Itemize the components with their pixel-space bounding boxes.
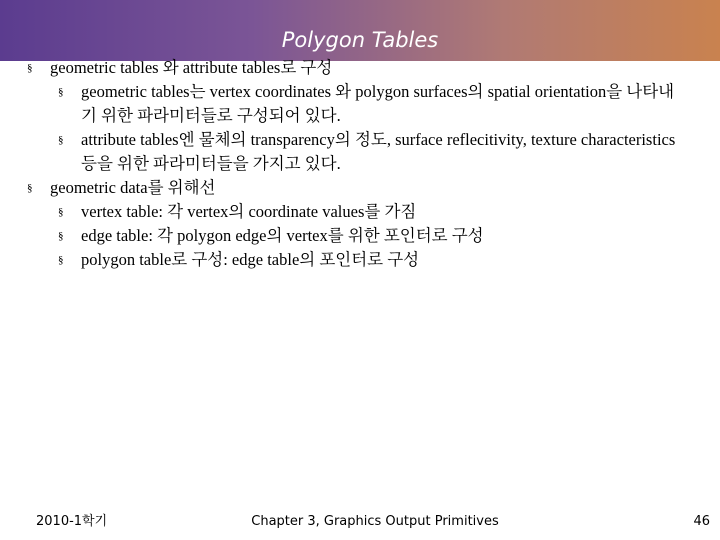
footer-semester: 2010-1학기 xyxy=(36,514,108,529)
bullet-icon: § xyxy=(27,62,33,74)
sub-bullet-item xyxy=(0,248,720,272)
bullet-text: polygon table로 구성: edge table의 포인터로 구성 xyxy=(81,250,420,269)
bullet-icon: § xyxy=(58,86,64,98)
bullet-icon: § xyxy=(58,206,64,218)
bullet-text: attribute tables엔 물체의 transparency의 정도, surface reflecitivity, texture characteristics등을 위한 파라미터들을 가지고 있다. xyxy=(81,130,676,173)
sub-bullet-item xyxy=(0,200,720,224)
footer-chapter: Chapter 3, Graphics Output Primitives xyxy=(251,514,499,529)
sub-bullet-item xyxy=(0,128,720,176)
bullet-text: vertex table: 각 vertex의 coordinate values를 가짐 xyxy=(81,202,417,221)
bullet-text: geometric data를 위해선 xyxy=(50,178,216,197)
sub-bullet-item xyxy=(0,224,720,248)
bullet-item xyxy=(0,56,720,80)
bullet-text: geometric tables는 vertex coordinates 와 polygon surfaces의 spatial orientation을 나타내기 위한 파라미터들로 구성되어 있다. xyxy=(81,82,675,125)
bullet-text: edge table: 각 polygon edge의 vertex를 위한 포인터로 구성 xyxy=(81,226,484,245)
slide-body xyxy=(0,56,720,272)
slide-title: Polygon Tables xyxy=(281,28,439,52)
sub-bullet-item xyxy=(0,80,720,128)
bullet-icon: § xyxy=(58,254,64,266)
footer-page-number: 46 xyxy=(693,514,710,529)
bullet-text: geometric tables 와 attribute tables로 구성 xyxy=(50,58,333,77)
bullet-icon: § xyxy=(58,230,64,242)
bullet-icon: § xyxy=(58,134,64,146)
bullet-icon: § xyxy=(27,182,33,194)
bullet-item xyxy=(0,176,720,200)
